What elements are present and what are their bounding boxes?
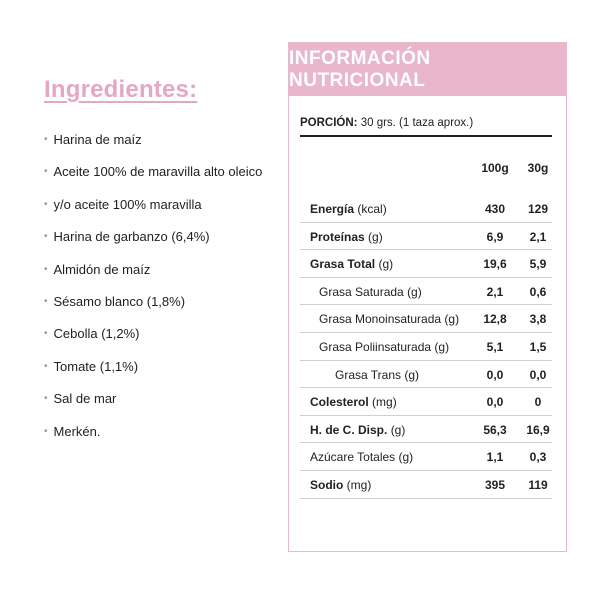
ingredient-item <box>44 322 262 354</box>
value-30g: 119 <box>528 477 548 492</box>
nutrient-unit: (g) <box>390 422 406 437</box>
bullet-icon: • <box>44 231 48 243</box>
bullet-icon: • <box>44 295 48 307</box>
portion-divider <box>300 135 552 137</box>
ingredient-label: Cebolla (1,2%) <box>53 326 140 342</box>
ingredient-item <box>44 290 262 322</box>
value-100g: 0,0 <box>486 395 504 410</box>
value-100g: 2,1 <box>486 284 504 299</box>
value-30g: 5,9 <box>529 257 547 272</box>
ingredient-label: Sésamo blanco (1,8%) <box>53 293 186 309</box>
bullet-icon: • <box>44 198 48 210</box>
nutrition-row <box>300 250 552 278</box>
value-100g: 5,1 <box>486 339 504 354</box>
ingredient-item <box>44 258 262 290</box>
nutrition-row <box>300 223 552 251</box>
value-100g: 430 <box>484 202 506 216</box>
nutrient-label <box>335 368 419 382</box>
nutrient-name: Energía <box>310 202 355 216</box>
nutrient-unit: (mg) <box>372 395 397 410</box>
value-100g: 56,3 <box>483 422 507 437</box>
nutrition-row <box>300 305 552 333</box>
portion-value: 30 grs. (1 taza aprox.) <box>360 117 474 129</box>
ingredient-label: Sal de mar <box>53 391 117 407</box>
nutrient-unit: (mg) <box>346 477 372 492</box>
ingredients-title: Ingredientes: <box>44 76 198 103</box>
nutrient-name: Grasa Monoinsaturada <box>319 312 442 327</box>
ingredients-list <box>44 128 262 452</box>
value-30g: 0,0 <box>529 367 547 382</box>
nutrient-name: Azúcare Totales <box>310 450 396 465</box>
nutrient-label <box>310 450 413 464</box>
nutrient-name: Grasa Trans <box>335 367 402 382</box>
bullet-icon: • <box>44 134 48 145</box>
bullet-icon: • <box>44 328 48 340</box>
nutrient-name: Grasa Total <box>310 257 376 272</box>
nutrient-unit: (g) <box>404 367 420 382</box>
value-30g: 0,6 <box>529 284 547 299</box>
ingredient-label: y/o aceite 100% maravilla <box>53 196 202 212</box>
nutrient-label <box>310 202 387 216</box>
ingredient-item <box>44 420 262 452</box>
nutrient-name: Grasa Saturada <box>319 284 404 299</box>
nutrient-label <box>310 478 371 492</box>
ingredient-item <box>44 128 262 160</box>
value-30g: 129 <box>527 202 549 216</box>
value-100g: 12,8 <box>483 312 507 327</box>
ingredient-label: Aceite 100% de maravilla alto oleico <box>53 164 263 180</box>
column-header-30g: 30g <box>527 161 549 175</box>
bullet-icon: • <box>44 393 48 405</box>
nutrient-name: Grasa Poliinsaturada <box>319 339 432 354</box>
ingredient-item <box>44 193 262 225</box>
nutrient-unit: (g) <box>434 339 450 354</box>
nutrient-label <box>310 395 397 409</box>
bullet-icon: • <box>44 425 48 437</box>
nutrient-label <box>310 423 405 437</box>
portion-label: PORCIÓN: <box>300 117 358 129</box>
nutrition-row <box>300 416 552 444</box>
ingredient-label: Almidón de maíz <box>53 261 151 277</box>
nutrient-unit: (g) <box>368 229 383 244</box>
ingredient-item <box>44 225 262 257</box>
ingredient-item <box>44 355 262 387</box>
nutrient-name: Sodio <box>310 477 344 492</box>
value-30g: 16,9 <box>526 422 550 437</box>
ingredient-label: Harina de garbanzo (6,4%) <box>53 229 210 245</box>
nutrition-row <box>300 195 552 223</box>
nutrition-row <box>300 361 552 389</box>
column-header-100g: 100g <box>481 161 509 175</box>
nutrient-label <box>319 285 422 299</box>
value-30g: 3,8 <box>529 312 547 327</box>
value-30g: 0,3 <box>529 450 547 465</box>
ingredient-label: Tomate (1,1%) <box>53 358 139 374</box>
value-30g: 1,5 <box>529 339 547 354</box>
nutrient-label <box>319 340 449 354</box>
nutrient-unit: (g) <box>444 312 460 327</box>
nutrition-row <box>300 443 552 471</box>
portion-line <box>300 117 473 129</box>
nutrition-row <box>300 471 552 499</box>
bullet-icon: • <box>44 166 48 178</box>
nutrient-name: Colesterol <box>310 395 369 410</box>
nutrient-unit: (kcal) <box>357 202 387 216</box>
value-100g: 6,9 <box>486 229 504 244</box>
nutrition-row <box>300 333 552 361</box>
nutrient-label <box>319 312 459 326</box>
ingredient-item <box>44 160 262 192</box>
value-100g: 19,6 <box>483 257 507 272</box>
nutrient-unit: (g) <box>378 257 394 272</box>
nutrition-row <box>300 278 552 306</box>
value-100g: 1,1 <box>486 450 504 465</box>
nutrient-name: H. de C. Disp. <box>310 422 388 437</box>
nutrient-unit: (g) <box>398 450 414 465</box>
value-100g: 395 <box>484 477 506 492</box>
nutrient-label <box>310 257 393 271</box>
nutrition-title: INFORMACIÓN NUTRICIONAL <box>289 43 566 96</box>
nutrition-table <box>300 195 552 499</box>
value-30g: 0 <box>534 395 542 410</box>
ingredient-label: Merkén. <box>53 423 101 439</box>
value-100g: 0,0 <box>486 367 504 382</box>
bullet-icon: • <box>44 360 48 372</box>
nutrient-name: Proteínas <box>310 229 365 244</box>
value-30g: 2,1 <box>529 229 547 244</box>
nutrient-label <box>310 230 383 244</box>
nutrition-panel <box>288 42 567 552</box>
bullet-icon: • <box>44 263 48 275</box>
ingredient-label: Harina de maíz <box>53 132 142 147</box>
ingredient-item <box>44 387 262 419</box>
nutrient-unit: (g) <box>407 284 422 299</box>
nutrition-row <box>300 388 552 416</box>
